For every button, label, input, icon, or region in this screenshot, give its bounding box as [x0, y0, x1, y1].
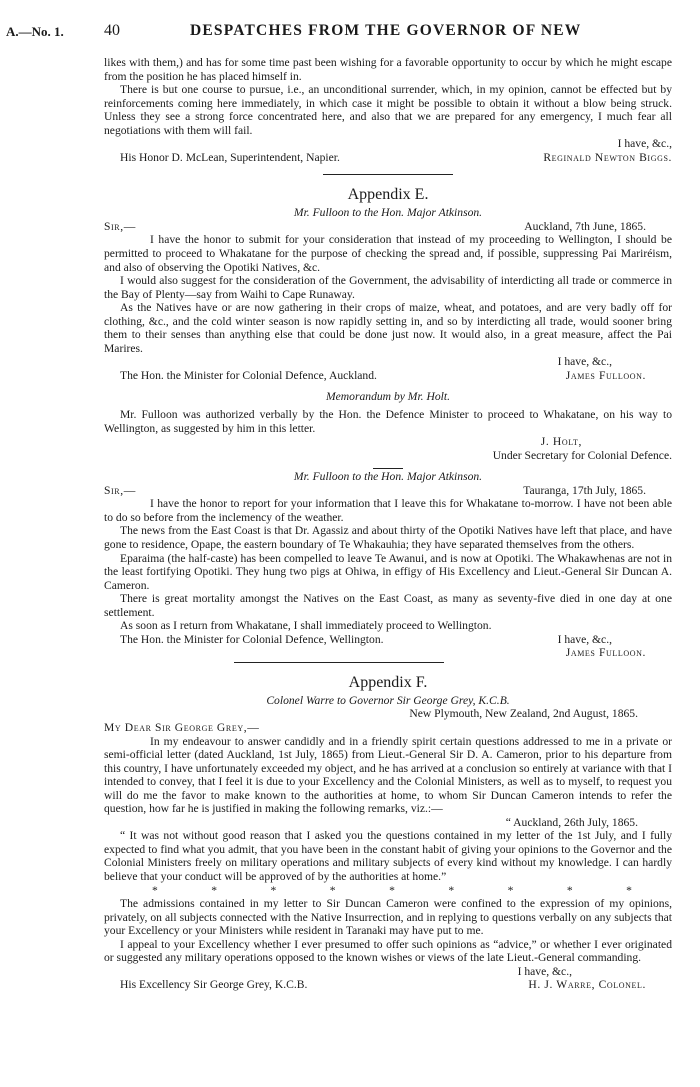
paragraph: As soon as I return from Whakatane, I shall immediately proceed to Wellington. — [120, 619, 492, 633]
document-reference: A.—No. 1. — [6, 24, 64, 39]
signature: James Fulloon. — [565, 368, 646, 382]
letter-heading: Colonel Warre to Governor Sir George Grey, K.C.B. — [266, 693, 510, 707]
star: * — [507, 883, 514, 897]
page-header — [0, 22, 700, 44]
place-date: New Plymouth, New Zealand, 2nd August, 1865. — [409, 707, 638, 721]
closing: I have, &c., — [517, 964, 572, 978]
star: * — [448, 883, 455, 897]
paragraph: I appeal to your Excellency whether I ever presumed to offer such opinions as “advice,” or whether I ever originated or suggested any military operations opposed to the known wishes or views of the late Lieut.-General commanding. — [104, 937, 672, 965]
signature: Reginald Newton Biggs. — [543, 150, 672, 164]
star: * — [389, 883, 395, 897]
paragraph: The admissions contained in my letter to Sir Duncan Cameron were confined to the expression of my opinions, privately, on all subjects connected with the Native Insurrection, and in replying to questions verbally on any subjects that your Excellency or your Ministers while resident in Taranaki may have put to me. — [104, 897, 672, 938]
paragraph: Eparaima (the half-caste) has been compelled to leave Te Awanui, and is now at Opotiki. The Whakawhenas are not in the least fortifying Opotiki. They hung two pigs at Ohiwa, in effigy of His Excellency and Lieut.-General Sir Duncan A. Cameron. — [104, 551, 672, 592]
paragraph: The news from the East Coast is that Dr. Agassiz and about thirty of the Opotiki Natives have left that place, and have gone to residence, Opape, the eastern boundary of Te Whakauhia; they have separated themselves from the others. — [104, 524, 672, 551]
appendix-f — [104, 673, 672, 992]
star: * — [152, 883, 158, 897]
appendix-title: Appendix F. — [348, 673, 428, 691]
paragraph: I have the honor to submit for your consideration that instead of my proceeding to Wellington, I should be permitted to proceed to Whakatane for the purpose of checking the spread and, if possible, suppressing Pai Mariréism, and also of observing the Opotiki Natives, &c. — [104, 233, 672, 274]
signature-row — [104, 151, 672, 165]
letter-heading: Mr. Fulloon to the Hon. Major Atkinson. — [293, 470, 483, 484]
paragraph: In my endeavour to answer candidly and in a friendly spirit certain questions addressed to me in a private or semi-official letter (dated Auckland, 1st July, 1865) from Lieut.-General Sir D. A. Cameron, prior to his departure from this country, I have unfortunately exceeded my object, and he has arrived at a conclusion so entirely at variance with that I intended to convey, that I feel it is due to your Excellency and the Colonial Ministers, as well as to myself, to request you will do me the favor to make known to the authorities at home, to whom Sir Duncan Cameron intends to refer the question, how far he is justified in making the following remarks, viz.:— — [104, 734, 672, 816]
appendix-e — [104, 185, 672, 660]
ellipsis-stars — [104, 884, 672, 898]
place-date: Auckland, 7th June, 1865. — [524, 219, 646, 233]
document-body — [104, 56, 672, 992]
salutation-row — [104, 484, 672, 498]
signature-row — [104, 369, 672, 383]
intro-letter — [104, 56, 672, 164]
quoted-paragraph: “ It was not without good reason that I asked you the questions contained in my letter of the 1st July, and I fully expected to find what you admit, that you have been in the constant habit of giving your opinions to the Governor and the Colonial Ministers freely on military operations and military subjects of every kind without my knowledge. I can hardly believe that your conduct will be approved of by the authorities at home.” — [104, 829, 672, 883]
signatory-title: Under Secretary for Colonial Defence. — [492, 448, 672, 462]
running-title: DESPATCHES FROM THE GOVERNOR OF NEW — [190, 22, 582, 39]
section-divider — [373, 468, 403, 469]
page-number: 40 — [104, 22, 120, 39]
paragraph: There is great mortality amongst the Natives on the East Coast, as many as seventy-five died in one day at one settlement. — [104, 592, 672, 619]
signature: J. Holt, — [540, 435, 582, 449]
signature-row — [104, 633, 672, 647]
closing: I have, &c., — [557, 632, 612, 646]
addressee: His Excellency Sir George Grey, K.C.B. — [120, 978, 308, 992]
closing: I have, &c., — [617, 137, 672, 151]
salutation: Sir,— — [104, 219, 136, 233]
paragraph: There is but one course to pursue, i.e., an unconditional surrender, which, in my opinion, cannot be effected but by reinforcements coming here immediately, in which case it might be possible to obtain it without a blow being struck. Unless they see a strong force concentrated here, and also that we are prepared for any emergency, I much fear all negotiations with them will fail. — [104, 83, 672, 137]
quote-date: “ Auckland, 26th July, 1865. — [505, 815, 638, 829]
salutation-row — [104, 220, 672, 234]
salutation: My Dear Sir George Grey,— — [104, 720, 260, 734]
signature-row — [104, 978, 672, 992]
addressee: His Honor D. McLean, Superintendent, Napier. — [120, 150, 340, 164]
paragraph: likes with them,) and has for some time past been wishing for a favorable opportunity to occur by which he might escape from the position he has placed himself in. — [104, 56, 672, 83]
signature: H. J. Warre, Colonel. — [528, 978, 646, 992]
addressee: The Hon. the Minister for Colonial Defence, Wellington. — [120, 632, 384, 646]
appendix-title: Appendix E. — [347, 186, 429, 204]
closing: I have, &c., — [557, 355, 612, 369]
salutation: Sir,— — [104, 483, 136, 497]
place-date: Tauranga, 17th July, 1865. — [523, 483, 646, 497]
addressee: The Hon. the Minister for Colonial Defence, Auckland. — [120, 368, 377, 382]
letter-heading: Mr. Fulloon to the Hon. Major Atkinson. — [293, 206, 483, 220]
section-divider — [323, 174, 453, 175]
star: * — [270, 883, 277, 897]
paragraph: Mr. Fulloon was authorized verbally by the Hon. the Defence Minister to proceed to Whakatane, on his way to Wellington, as suggested by him in this letter. — [104, 408, 672, 435]
section-divider — [234, 662, 444, 663]
paragraph: As the Natives have or are now gathering in their crops of maize, wheat, and potatoes, and are very badly off for clothing, &c., and the cold winter season is now rapidly setting in, and so by interdicting all trade, would sooner bring them to their senses than anything else that could be done just now. It would also, in a great measure, affect the Pai Marires. — [104, 301, 672, 355]
star: * — [211, 883, 218, 897]
paragraph: I would also suggest for the consideration of the Government, the advisability of interdicting all trade or commerce in the Bay of Plenty—say from Waihi to Cape Runaway. — [104, 274, 672, 301]
signature: James Fulloon. — [565, 646, 646, 660]
star: * — [626, 883, 632, 897]
star: * — [566, 883, 573, 897]
memo-heading: Memorandum by Mr. Holt. — [326, 390, 450, 404]
paragraph: I have the honor to report for your information that I leave this for Whakatane to-morrow. I have not been able to do so before from the inclemency of the weather. — [104, 497, 672, 524]
star: * — [329, 883, 336, 897]
